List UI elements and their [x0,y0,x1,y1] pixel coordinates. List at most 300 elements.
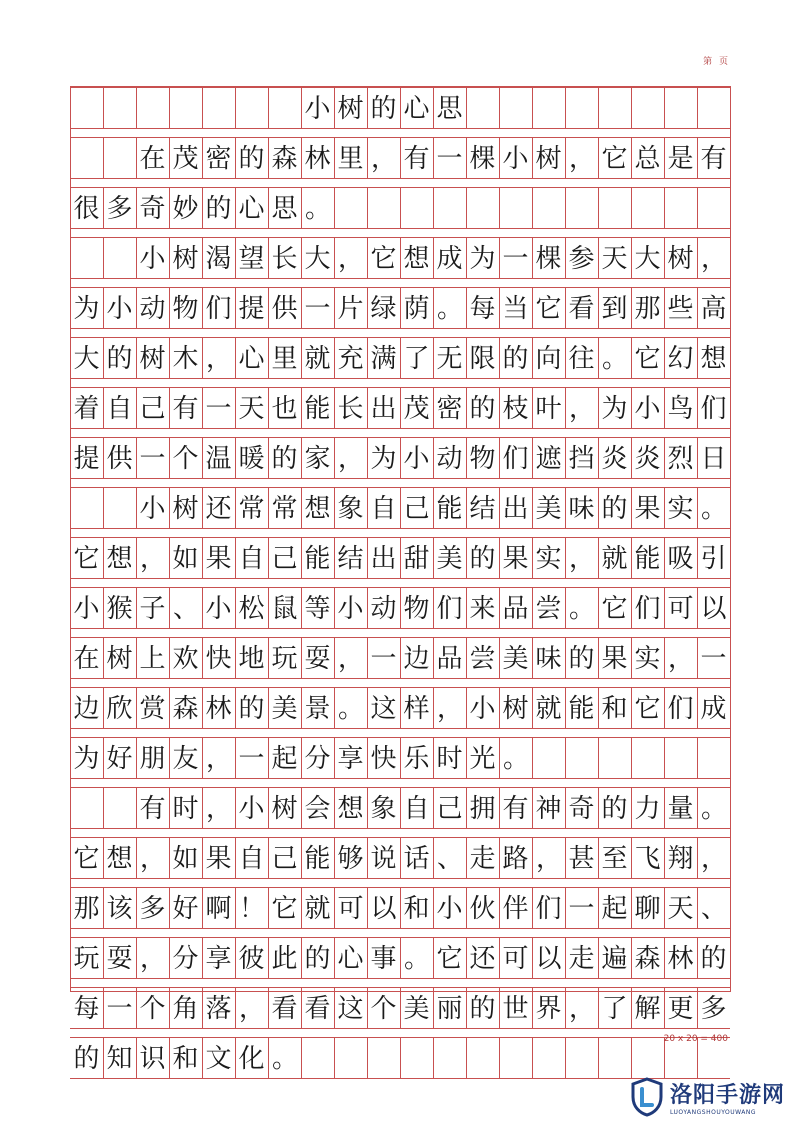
grid-character: 聊 [634,893,661,924]
grid-character: 赏 [139,693,166,724]
grid-character: 它 [601,593,628,624]
grid-character: ， [536,843,563,874]
grid-character: 奇 [139,193,166,224]
grid-character: ， [701,243,728,274]
grid-character: 心 [238,343,265,374]
grid-character: 思 [271,193,298,224]
grid-row [70,687,730,729]
grid-character: 一 [568,893,595,924]
grid-character: 的 [601,793,628,824]
grid-character: 长 [271,243,298,274]
grid-character: 还 [205,493,232,524]
grid-character: 落 [205,993,232,1024]
grid-character: 高 [700,293,727,324]
grid-character: 日 [700,443,727,474]
grid-character: 快 [205,643,232,674]
grid-character: 望 [238,243,265,274]
grid-character: 实 [667,493,694,524]
grid-character: 能 [436,493,463,524]
grid-character: 个 [139,993,166,1024]
grid-character: 它 [634,343,661,374]
grid-row [70,87,730,129]
grid-character: 小 [139,493,166,524]
grid-character: 、 [701,893,728,924]
grid-character: 多 [139,893,166,924]
grid-character: 能 [634,543,661,574]
grid-character: 有 [502,793,529,824]
grid-character: 啊 [205,893,232,924]
grid-character: 想 [304,493,331,524]
grid-character: 享 [337,743,364,774]
grid-character: 它 [535,293,562,324]
grid-character: 们 [667,693,694,724]
grid-row [70,537,730,579]
grid-character: ， [206,343,233,374]
grid-character: 猴 [106,593,133,624]
grid-character: 美 [502,643,529,674]
grid-character: 森 [172,693,199,724]
grid-character: 走 [568,943,595,974]
grid-character: 炎 [634,443,661,474]
grid-character: 有 [172,393,199,424]
shield-logo-icon [630,1077,664,1117]
grid-character: 一 [205,393,232,424]
grid-character: 朋 [139,743,166,774]
grid-row [70,287,730,329]
grid-character: 森 [634,943,661,974]
grid-character: 的 [238,143,265,174]
grid-character: 大 [304,243,331,274]
grid-character: ， [569,993,596,1024]
grid-character: 到 [601,293,628,324]
grid-character: 翔 [667,843,694,874]
grid-character: 动 [370,593,397,624]
grid-character: 动 [139,293,166,324]
grid-character: 松 [238,593,265,624]
grid-character: 尝 [469,643,496,674]
grid-character: 分 [172,943,199,974]
grid-character: 里 [271,343,298,374]
grid-character: 也 [271,393,298,424]
grid-character: 解 [634,993,661,1024]
grid-character: 一 [304,293,331,324]
grid-character: 。 [602,343,629,374]
grid-character: 为 [370,443,397,474]
grid-character: 的 [469,993,496,1024]
grid-character: 结 [469,493,496,524]
grid-character: 识 [139,1043,166,1074]
grid-character: 好 [106,743,133,774]
grid-row [70,787,730,829]
grid-character: 景 [304,693,331,724]
grid-character: 它 [370,243,397,274]
grid-character: 的 [205,193,232,224]
grid-character: 能 [304,843,331,874]
grid-character: 们 [700,393,727,424]
grid-character: 和 [403,893,430,924]
grid-character: 树 [271,793,298,824]
grid-character: 树 [502,693,529,724]
grid-character: 如 [172,843,199,874]
grid-character: 文 [205,1043,232,1074]
grid-character: 些 [667,293,694,324]
grid-character: 树 [172,493,199,524]
grid-character: 丽 [436,993,463,1024]
page-label: 第 页 [703,57,730,67]
grid-character: 是 [667,143,694,174]
grid-character: 大 [73,343,100,374]
grid-character: 天 [238,393,265,424]
grid-row [70,837,730,879]
watermark-sub: LUOYANGSHOUYOUWANG [670,1109,757,1116]
grid-character: 那 [73,893,100,924]
grid-character: 就 [304,893,331,924]
grid-character: 树 [139,343,166,374]
grid-character: 果 [634,493,661,524]
grid-character: 里 [337,143,364,174]
grid-character: 炎 [601,443,628,474]
grid-character: 它 [436,943,463,974]
grid-character: 小 [106,293,133,324]
grid-character: 走 [469,843,496,874]
grid-character: 总 [634,143,661,174]
grid-character: 成 [700,693,727,724]
grid-character: 来 [469,593,496,624]
grid-character: 一 [139,443,166,474]
grid-character: 以 [700,593,727,624]
grid-character: 限 [469,343,496,374]
grid-character: 小 [304,93,331,124]
grid-character: 甜 [403,543,430,574]
grid-character: 每 [469,293,496,324]
grid-character: 渴 [205,243,232,274]
grid-character: ， [338,243,365,274]
grid-character: 小 [238,793,265,824]
grid-character: 会 [304,793,331,824]
grid-character: ， [701,843,728,874]
grid-character: 如 [172,543,199,574]
grid-character: 自 [370,493,397,524]
grid-character: 以 [370,893,397,924]
grid-character: 果 [205,843,232,874]
grid-character: 小 [403,443,430,474]
grid-character: 尝 [535,593,562,624]
grid-character: 一 [106,993,133,1024]
grid-character: ， [206,793,233,824]
grid-character: 说 [370,843,397,874]
grid-character: 叶 [535,393,562,424]
grid-character: 该 [106,893,133,924]
grid-character: 知 [106,1043,133,1074]
grid-character: 这 [370,693,397,724]
grid-character: 。 [404,943,431,974]
grid-character: 自 [106,393,133,424]
grid-character: 美 [403,993,430,1024]
grid-character: 欢 [172,643,199,674]
grid-character: 它 [634,693,661,724]
grid-character: 多 [700,993,727,1024]
grid-character: 树 [535,143,562,174]
grid-character: 神 [535,793,562,824]
grid-character: 为 [601,393,628,424]
grid-character: 天 [667,893,694,924]
grid-character: 自 [403,793,430,824]
grid-character: 心 [238,193,265,224]
grid-character: 了 [403,343,430,374]
grid-character: 好 [172,893,199,924]
grid-character: 更 [667,993,694,1024]
grid-character: 充 [337,343,364,374]
grid-character: 小 [634,393,661,424]
grid-character: 的 [469,393,496,424]
grid-character: 乐 [403,743,430,774]
grid-character: 果 [601,643,628,674]
grid-character: ， [569,143,596,174]
grid-character: 的 [469,543,496,574]
grid-character: 一 [700,643,727,674]
grid-character: 物 [469,443,496,474]
grid-character: 耍 [304,643,331,674]
grid-character: 实 [634,643,661,674]
grid-character: 至 [601,843,628,874]
grid-character: 、 [173,593,200,624]
grid-character: 茂 [172,143,199,174]
grid-character: 象 [337,493,364,524]
character-counter: 20 x 20 = 400 [663,1034,728,1044]
grid-character: 可 [502,943,529,974]
grid-character: 分 [304,743,331,774]
grid-character: 烈 [667,443,694,474]
grid-character: 飞 [634,843,661,874]
grid-character: 小 [337,593,364,624]
grid-character: 就 [304,343,331,374]
grid-character: 它 [73,543,100,574]
grid-row [70,337,730,379]
grid-character: 。 [437,293,464,324]
grid-character: 森 [271,143,298,174]
grid-character: 在 [139,143,166,174]
grid-character: 品 [502,593,529,624]
grid-character: 供 [271,293,298,324]
grid-character: 己 [271,843,298,874]
grid-character: 一 [370,643,397,674]
grid-character: 可 [667,593,694,624]
grid-character: 的 [370,93,397,124]
grid-character: 树 [106,643,133,674]
grid-character: 为 [73,743,100,774]
grid-character: 树 [337,93,364,124]
grid-character: 的 [271,443,298,474]
grid-character: 荫 [403,293,430,324]
grid-character: 看 [271,993,298,1024]
grid-character: 个 [172,443,199,474]
watermark-main: 洛阳手游网 [670,1083,786,1108]
grid-character: 化 [238,1043,265,1074]
grid-character: 话 [403,843,430,874]
grid-character: 引 [700,543,727,574]
grid-character: 美 [271,693,298,724]
grid-character: 。 [305,193,332,224]
grid-character: 自 [238,543,265,574]
grid-character: 出 [370,543,397,574]
grid-character: 每 [73,993,100,1024]
grid-character: 样 [403,693,430,724]
grid-character: 遍 [601,943,628,974]
grid-character: 象 [370,793,397,824]
grid-character: 林 [667,943,694,974]
grid-character: 。 [701,793,728,824]
grid-character: 一 [238,743,265,774]
grid-character: 暖 [238,443,265,474]
grid-character: 们 [535,893,562,924]
grid-character: 路 [502,843,529,874]
grid-character: 的 [568,643,595,674]
grid-character: 挡 [568,443,595,474]
grid-character: 看 [568,293,595,324]
grid-character: 多 [106,193,133,224]
grid-character: 提 [73,443,100,474]
grid-character: ！ [239,893,266,924]
grid-character: 己 [436,793,463,824]
grid-character: 着 [73,393,100,424]
grid-character: 了 [601,993,628,1024]
grid-row [70,987,730,1029]
grid-character: 长 [337,393,364,424]
grid-character: 世 [502,993,529,1024]
grid-character: 自 [238,843,265,874]
grid-character: 密 [205,143,232,174]
grid-row [70,887,730,929]
grid-character: 的 [502,343,529,374]
grid-character: 想 [337,793,364,824]
grid-character: 枝 [502,393,529,424]
grid-character: 时 [436,743,463,774]
grid-character: 等 [304,593,331,624]
grid-character: 它 [601,143,628,174]
grid-character: 和 [601,693,628,724]
grid-character: 小 [205,593,232,624]
grid-character: 能 [568,693,595,724]
grid-character: 成 [436,243,463,274]
grid-character: 小 [502,143,529,174]
grid-character: 伙 [469,893,496,924]
grid-character: 温 [205,443,232,474]
grid-character: 边 [403,643,430,674]
grid-character: 伴 [502,893,529,924]
grid-character: 快 [370,743,397,774]
grid-character: 心 [403,93,430,124]
grid-character: 心 [337,943,364,974]
grid-character: 。 [701,493,728,524]
grid-character: 欣 [106,693,133,724]
grid-row [70,487,730,529]
grid-character: 就 [601,543,628,574]
grid-character: 无 [436,343,463,374]
grid-character: 的 [304,943,331,974]
grid-character: 片 [337,293,364,324]
grid-character: 美 [436,543,463,574]
grid-character: 。 [569,593,596,624]
writing-grid [70,87,730,1087]
grid-character: 可 [337,893,364,924]
grid-character: ， [338,443,365,474]
grid-character: 玩 [271,643,298,674]
grid-character: 味 [568,493,595,524]
grid-character: 家 [304,443,331,474]
grid-character: 小 [139,243,166,274]
grid-character: 想 [106,843,133,874]
grid-character: 己 [139,393,166,424]
grid-character: 的 [700,943,727,974]
grid-character: 幻 [667,343,694,374]
grid-character: 此 [271,943,298,974]
grid-character: 想 [106,543,133,574]
grid-row [70,437,730,479]
grid-character: 棵 [469,143,496,174]
grid-character: 享 [205,943,232,974]
grid-character: 己 [271,543,298,574]
grid-character: 的 [238,693,265,724]
grid-character: 边 [73,693,100,724]
grid-character: 界 [535,993,562,1024]
grid-character: 林 [304,143,331,174]
grid-character: 们 [436,593,463,624]
grid-character: 当 [502,293,529,324]
grid-character: 它 [271,893,298,924]
grid-character: ， [239,993,266,1024]
grid-character: 向 [535,343,562,374]
grid-character: 大 [634,243,661,274]
grid-character: 想 [700,343,727,374]
grid-character: ， [338,643,365,674]
grid-character: 它 [73,843,100,874]
grid-character: 看 [304,993,331,1024]
grid-character: 起 [601,893,628,924]
grid-character: 思 [436,93,463,124]
grid-character: 物 [403,593,430,624]
grid-character: 实 [535,543,562,574]
grid-character: ， [140,943,167,974]
grid-character: 光 [469,743,496,774]
grid-character: 拥 [469,793,496,824]
grid-character: 往 [568,343,595,374]
grid-character: ， [140,543,167,574]
grid-character: 。 [503,743,530,774]
grid-character: 、 [437,843,464,874]
grid-character: 动 [436,443,463,474]
grid-character: 常 [238,493,265,524]
grid-character: 常 [271,493,298,524]
grid-character: 满 [370,343,397,374]
grid-character: 们 [634,593,661,624]
grid-character: ， [668,643,695,674]
grid-row [70,237,730,279]
grid-character: 出 [370,393,397,424]
grid-character: 一 [436,143,463,174]
grid-character: 小 [469,693,496,724]
grid-character: 很 [73,193,100,224]
grid-character: 树 [667,243,694,274]
grid-character: ， [206,743,233,774]
grid-character: 棵 [535,243,562,274]
grid-character: 角 [172,993,199,1024]
grid-character: 一 [502,243,529,274]
grid-character: 有 [700,143,727,174]
grid-character: 友 [172,743,199,774]
grid-row [70,187,730,229]
grid-character: 这 [337,993,364,1024]
grid-row [70,387,730,429]
